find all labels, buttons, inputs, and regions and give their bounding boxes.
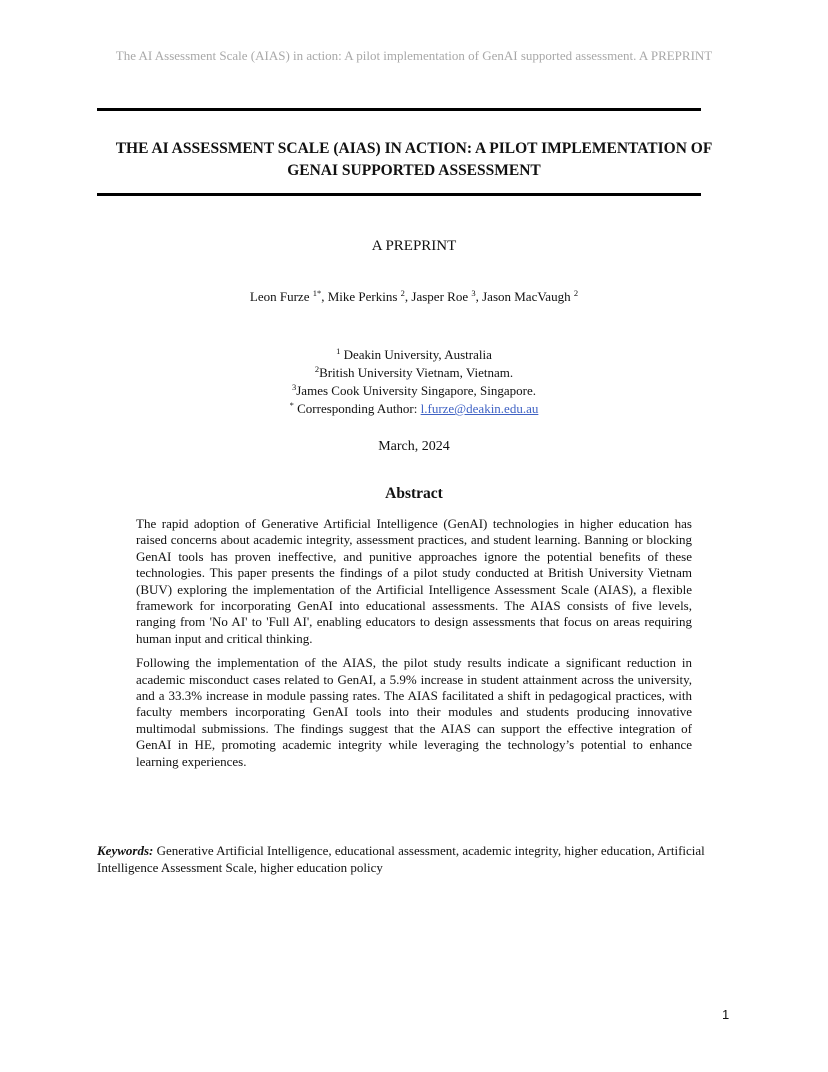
author: Mike Perkins $^2$, — [327, 288, 412, 304]
affiliation: $^3$James Cook University Singapore, Singapore. — [292, 382, 536, 398]
abstract-paragraph: Following the implementation of the AIAS, the pilot study results indicate a significant reduction in academic misconduct cases related to GenAI, a 5.9% increase in student attainment across the university, and a 33.3% increase in module passing rates. The AIAS facilitated a shift in pedagogical practices, with faculty members incorporating GenAI tools into their modules and students producing innovative multimodal submissions. The findings suggest that the AIAS can support the effective integration of GenAI in HE, promoting academic integrity while leveraging the technology’s potential to enhance learning experiences. — [136, 655, 692, 769]
title-line-2: GENAI SUPPORTED ASSESSMENT — [287, 162, 541, 179]
running-header: The AI Assessment Scale (AIAS) in action: A pilot implementation of GenAI supported assessment. A PREPRINT — [115, 48, 713, 63]
author: Leon Furze $^{1*}$, — [249, 288, 328, 304]
title-bottom-rule — [97, 193, 701, 196]
abstract-paragraph: The rapid adoption of Generative Artificial Intelligence (GenAI) technologies in higher education has raised concerns about academic integrity, assessment practices, and student learning. Banning or blocking GenAI tools has proven ineffective, and punitive approaches ignore the potential benefits of these technologies. This paper presents the findings of a pilot study conducted at British University Vietnam (BUV) exploring the implementation of the Artificial Intelligence Assessment Scale (AIAS), a flexible framework for incorporating GenAI into educational assessments. The AIAS consists of five levels, ranging from 'No AI' to 'Full AI', enabling educators to design assessments that focus on areas requiring human input and critical thinking. — [136, 516, 692, 646]
preprint-label: A PREPRINT — [371, 238, 457, 254]
corresponding-email-link[interactable]: l.furze@deakin.edu.au — [420, 401, 539, 416]
affiliation: $^2$British University Vietnam, Vietnam. — [314, 364, 514, 380]
abstract-heading: Abstract — [385, 485, 443, 502]
author: Jasper Roe $^3$, — [411, 288, 483, 304]
keywords-label: Keywords: — [97, 843, 154, 858]
paper-title — [80, 138, 748, 182]
page-number: 1 — [722, 1007, 730, 1022]
affiliations — [0, 346, 828, 418]
publication-date: March, 2024 — [378, 439, 450, 454]
affiliation: $^1$ Deakin University, Australia — [336, 346, 492, 362]
author-list — [0, 289, 828, 305]
author: Jason MacVaugh $^2$ — [482, 288, 579, 304]
keywords — [97, 843, 737, 876]
title-line-1: THE AI ASSESSMENT SCALE (AIAS) IN ACTION: A PILOT IMPLEMENTATION OF — [115, 140, 713, 157]
corresponding-author: * Corresponding Author: l.furze@deakin.edu.au — [289, 400, 539, 416]
keywords-text: Generative Artificial Intelligence, educational assessment, academic integrity, higher education, Artificial Intelligence Assessment Scale, higher education policy — [97, 843, 705, 875]
title-top-rule — [97, 108, 701, 111]
abstract-body — [136, 516, 692, 778]
